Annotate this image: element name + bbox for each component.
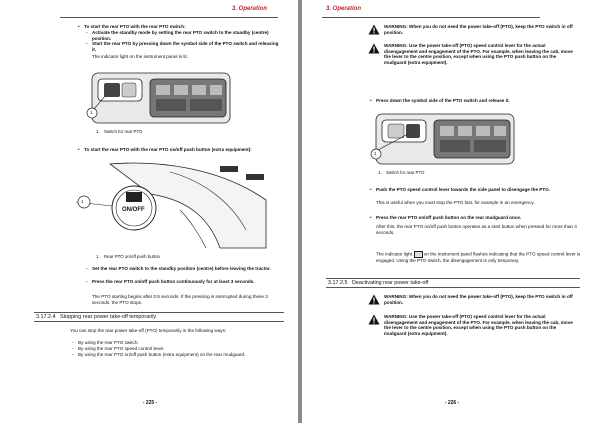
start-heading: • To start the rear PTO with the rear PTO switch: <box>84 24 284 30</box>
fig2-caption: Rear PTO on/off push button <box>104 254 160 259</box>
header-rule <box>60 17 278 18</box>
section-heading-3-17-2-5 <box>326 278 580 288</box>
page-header: 3. Operation <box>326 6 362 12</box>
fig1-callout: 1 <box>90 110 93 115</box>
step-activate: - Activate the standby mode by setting the rear PTO switch to the standby (centre) position. <box>92 30 282 41</box>
list-item: - By using the rear PTO switch. <box>78 340 278 346</box>
fig1-caption: Switch for rear PTO <box>104 129 143 134</box>
list-item: - By using the rear PTO on/off push button (extra equipment) on the rear mudguard. <box>78 352 278 358</box>
press-button-note: After this, the rear PTO on/off push button operates as a start button when pressed for more than 3 seconds. <box>376 224 577 235</box>
warning-text: WARNING: Use the power take-off (PTO) speed control lever for the actual disengagement and engagement of the PTO. For example, when leaving the cab, move the lever to the centre position, except when using the PTO push button on the mudguard (extra equipment). <box>384 314 573 336</box>
switch-panel-figure <box>84 65 234 127</box>
push-lever-note: This is useful when you must stop the PTO fast, for example in an emergency. <box>376 200 535 205</box>
warning-icon <box>368 314 380 325</box>
warning-block <box>368 24 588 40</box>
header-rule <box>322 17 540 18</box>
fig2-caption-num: 1. <box>96 254 100 259</box>
indicator-light-icon <box>414 251 423 258</box>
stop-intro: You can stop the rear power take-off (PTO) temporarily in the following ways: <box>70 328 227 333</box>
press-down-step: • Press down the symbol side of the PTO switch and release it. <box>376 98 586 104</box>
starting-note: The PTO starting begins after 0.5 seconds. If the pressing is interrupted during these 3 seconds, the PTO stops. <box>92 294 268 305</box>
section-title: Deactivating rear power take-off <box>352 280 429 286</box>
fig-caption: Switch for rear PTO <box>386 170 425 175</box>
fig-callout: 1 <box>374 151 377 156</box>
section-title: Stopping rear power take-off temporarily <box>60 314 157 320</box>
press-button-step: • Press the rear PTO on/off push button on the rear mudguard once. <box>376 215 586 221</box>
step-set-standby: - Set the rear PTO switch to the standby position (centre) before leaving the tractor. <box>92 266 282 272</box>
fig2-callout: 1 <box>81 199 84 204</box>
list-item: - By using the rear PTO speed control lever. <box>78 346 278 352</box>
pushbutton-heading: • To start the rear PTO with the rear PTO on/off push button (extra equipment): <box>84 147 284 153</box>
step-press-button: - Press the rear PTO on/off push button continuously for at least 3 seconds. <box>92 279 282 285</box>
section-number: 3.17.2.5 <box>328 280 348 286</box>
on-off-label: ON/OFF <box>122 207 145 213</box>
page-header: 3. Operation <box>232 6 268 12</box>
mudguard-button-figure <box>70 160 270 250</box>
left-page <box>0 0 298 423</box>
indicator-note: The indicator light on the instrument panel is lit. <box>92 54 189 59</box>
warning-text: WARNING: Use the power take-off (PTO) speed control lever for the actual disengagement and engagement of the PTO. For example, when leaving the cab, move the lever to the centre position, except when using the PTO push button on the mudguard (extra equipment). <box>384 43 573 65</box>
fig1-caption-num: 1. <box>96 129 100 134</box>
switch-panel-figure <box>368 106 518 168</box>
warning-block <box>368 43 588 79</box>
section-number: 3.17.2.4 <box>36 314 56 320</box>
right-page <box>302 0 600 423</box>
page-number: - 225 - <box>142 400 158 406</box>
indicator-text-b: on the instrument panel flashes indicating that the PTO speed control lever is engaged. Using the PTO switch, the disengagement is only temporary. <box>376 251 581 263</box>
warning-icon <box>368 43 380 54</box>
page-number: - 226 - <box>444 400 460 406</box>
push-lever-step: • Push the PTO speed control lever towards the side panel to disengage the PTO. <box>376 187 586 193</box>
warning-text: WARNING: When you do not need the power take-off (PTO), keep the PTO switch in off position. <box>384 294 573 305</box>
step-start: - Start the rear PTO by pressing down the symbol side of the PTO switch and releasing it. <box>92 41 282 52</box>
warning-block <box>368 314 588 350</box>
indicator-text-a: The indicator light <box>376 251 413 257</box>
fig-caption-num: 1. <box>378 170 382 175</box>
section-heading-3-17-2-4 <box>34 312 284 322</box>
warning-text: WARNING: When you do not need the power take-off (PTO), keep the PTO switch in off position. <box>384 24 573 35</box>
warning-icon <box>368 24 380 35</box>
warning-icon <box>368 294 380 305</box>
indicator-paragraph <box>376 251 586 264</box>
warning-block <box>368 294 588 310</box>
